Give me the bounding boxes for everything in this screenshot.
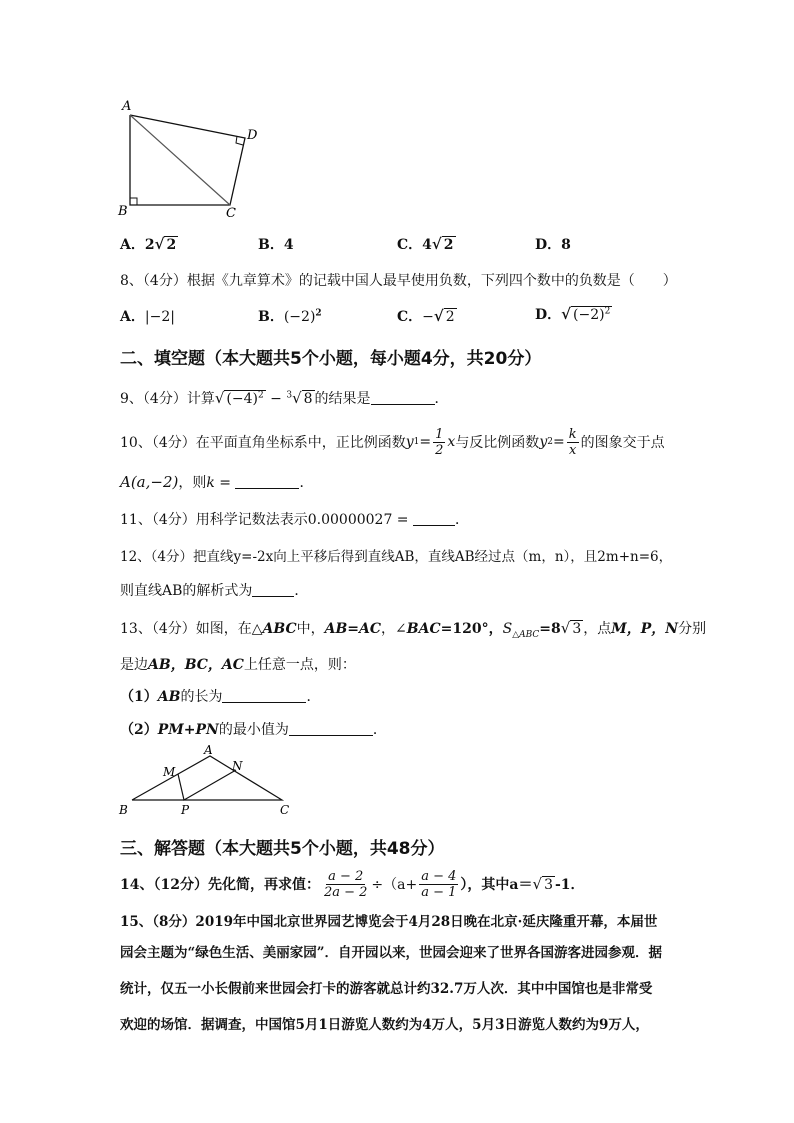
q12-line2-text: 则直线AB的解析式为	[120, 583, 253, 599]
section2-title: 二、填空题（本大题共5个小题，每小题4分，共20分）	[120, 349, 542, 369]
q13-text-f: 分别	[678, 621, 707, 637]
q14	[120, 864, 585, 904]
q10-fraction2-den: x	[568, 442, 577, 458]
q14-fraction1	[322, 869, 369, 900]
q9-end: ．	[434, 391, 449, 407]
q8-option-d-radicand	[571, 306, 612, 323]
label-C: C	[226, 206, 236, 221]
q10-fraction2-num: k	[568, 426, 577, 442]
q13-condition: AB=AC	[324, 621, 382, 637]
q10-k: k	[206, 475, 215, 491]
q10-answer-blank[interactable]	[235, 474, 299, 489]
q13-sub2-answer-blank[interactable]	[289, 721, 373, 736]
q8-option-d-exponent: 2	[604, 306, 611, 317]
q8-option-d-expr: (−2)	[573, 307, 605, 323]
q11-eq: =	[392, 512, 413, 528]
q9-answer-blank[interactable]	[371, 390, 435, 405]
q15-line2: 园会主题为“绿色生活、美丽家园”．自开园以来，世园会迎来了世界各国游客进园参观．据	[120, 945, 663, 961]
q10-eq: =	[419, 434, 432, 450]
q8-stem: 8、（4分）根据《九章算术》的记载中国人最早使用负数，下列四个数中的负数是（ ）	[120, 273, 677, 289]
figure-quadrilateral	[110, 95, 280, 225]
q13-line2	[120, 654, 356, 674]
q15-line1: 15、（8分）2019年中国北京世界园艺博览会于4月28日晚在北京·延庆隆重开幕，本届世	[120, 914, 658, 930]
q13-line1	[120, 618, 706, 640]
q14-end: -1．	[554, 877, 585, 893]
q14-div: ÷（a+	[371, 877, 418, 893]
q13-sub2-expr: PM+PN	[157, 722, 219, 738]
q13-text-a: 13、（4分）如图，在△	[120, 621, 263, 637]
q10-y2: y	[539, 434, 548, 450]
q13-angle-value: =120°，	[440, 621, 503, 637]
q14-fraction2-den: a − 1	[421, 884, 457, 900]
q8-option-b-label: B．	[258, 309, 284, 325]
q15-line3: 统计，仅五一小长假前来世园会打卡的游客就总计约32.7万人次．其中中国馆也是非常受	[120, 981, 653, 997]
q8-option-d[interactable]	[535, 304, 612, 324]
q12-line1: 12、（4分）把直线y=-2x向上平移后得到直线AB，直线AB经过点（m，n），且2m+n=6，	[120, 549, 673, 565]
q13-sub2	[120, 719, 387, 739]
q7-option-a[interactable]	[120, 234, 178, 254]
q7-option-c-radicand: 2	[443, 237, 454, 253]
q12-answer-blank[interactable]	[252, 582, 294, 597]
sqrt-sign: √	[532, 875, 543, 893]
q14-prefix: 14、（12分）先化简，再求值：	[120, 877, 320, 893]
q8-option-b[interactable]	[258, 306, 322, 326]
q12-end: ．	[294, 583, 309, 599]
label-A: A	[122, 99, 132, 114]
q8-option-a-expr: |−2|	[144, 309, 175, 325]
q7-option-b[interactable]: B．4	[258, 237, 294, 253]
q13-sub1-text: 的长为	[180, 689, 223, 705]
q10-y1: y	[405, 434, 414, 450]
q14-fraction2	[419, 869, 458, 900]
q8-option-d-label: D．	[535, 307, 562, 323]
q13-points: M，P，N	[611, 621, 679, 637]
q13-area-radicand: 3	[572, 621, 582, 637]
q12-line2	[120, 580, 308, 600]
q8-option-c-radicand: 2	[445, 309, 455, 325]
q13-sub1-end: ．	[306, 689, 321, 705]
q8-option-c-expr: −	[422, 309, 434, 325]
q9-prefix: 9、（4分）计算	[120, 391, 215, 407]
q7-option-d[interactable]: D．8	[535, 237, 571, 253]
q9-cube-index: 3	[286, 390, 293, 401]
figure-triangle	[112, 742, 302, 822]
q13-text-b: 中，	[296, 621, 325, 637]
label-N: N	[232, 759, 243, 773]
q9-radicand2: 8	[303, 391, 313, 407]
q13-sub1-num: （1）	[120, 689, 158, 705]
q10-fraction2	[567, 427, 579, 458]
q13-sides: AB，BC，AC	[148, 657, 244, 673]
sqrt-sign: √	[431, 235, 442, 253]
q10-line1	[120, 422, 665, 462]
q10-fraction1-num: 1	[435, 426, 444, 442]
q7-option-a-radicand: 2	[166, 237, 177, 253]
q15-line4: 欢迎的场馆．据调查，中国馆5月1日游览人数约为4万人，5月3日游览人数约为9万人，	[120, 1017, 649, 1033]
q13-sub2-num: （2）	[120, 722, 158, 738]
q13-area-eq: =8	[539, 621, 561, 637]
q10-y2-sub: 2	[547, 437, 553, 447]
q10-fraction1-den: 2	[435, 442, 444, 458]
q13-sub1-answer-blank[interactable]	[222, 688, 306, 703]
q14-mid: ），其中a＝	[460, 877, 533, 893]
sqrt-sign: √	[214, 389, 225, 407]
q8-option-c[interactable]	[397, 306, 457, 326]
q9-suffix: 的结果是	[314, 391, 371, 407]
q8-option-b-exponent: 2	[315, 308, 322, 319]
q8-option-b-expr: (−2)	[283, 309, 316, 325]
q14-radicand: 3	[544, 876, 553, 893]
q13-angle-name: BAC	[406, 621, 441, 637]
q13-text-c: ，∠	[381, 621, 407, 637]
label-B: B	[118, 204, 128, 219]
sqrt-sign: √	[560, 619, 571, 637]
q9-radicand1	[224, 390, 265, 407]
q11	[120, 509, 469, 529]
q14-fraction1-num: a − 2	[328, 868, 364, 884]
q10-line2	[120, 472, 313, 492]
q13-text-e: ，点	[583, 621, 612, 637]
q13-sub1-ab: AB	[157, 689, 181, 705]
q10-eq2: =	[552, 434, 565, 450]
q11-number: 0.00000027	[307, 512, 393, 528]
sqrt-sign: √	[561, 305, 571, 323]
q14-fraction2-num: a − 4	[421, 868, 457, 884]
q9-radicand1-base: (−4)	[226, 391, 258, 407]
q10-y1-sub: 1	[413, 437, 420, 447]
q9-minus: −	[265, 391, 287, 407]
q14-fraction1-den: 2a − 2	[323, 884, 368, 900]
q13-area-symbol: S	[502, 621, 513, 637]
sqrt-sign: √	[154, 235, 165, 253]
label-P: P	[181, 803, 190, 817]
q13-area-sub: △ABC	[512, 629, 540, 640]
q11-prefix: 11、（4分）用科学记数法表示	[120, 512, 308, 528]
q13-sub1	[120, 686, 320, 706]
q13-line2-b: 上任意一点，则：	[243, 657, 356, 673]
q8-option-a-label: A．	[120, 309, 145, 325]
q10-point: A(a,−2)	[120, 473, 179, 491]
q13-line2-a: 是边	[120, 657, 148, 673]
q10-x: x	[447, 434, 456, 450]
q7-option-a-label: A．2	[120, 237, 155, 253]
q11-answer-blank[interactable]	[413, 511, 455, 526]
sqrt-sign: √	[433, 307, 444, 325]
label-D: D	[247, 128, 258, 143]
q13-sub2-text: 的最小值为	[218, 722, 289, 738]
q10-mid: 与反比例函数	[455, 435, 540, 451]
q10-fraction1	[433, 427, 445, 458]
q8-option-c-label: C．	[397, 309, 423, 325]
q9-radicand1-exponent: 2	[257, 390, 264, 401]
sqrt-sign: √	[292, 389, 302, 407]
label-B: B	[119, 803, 128, 817]
q7-option-c-label: C．4	[397, 237, 432, 253]
q13-triangle-name: ABC	[262, 621, 297, 637]
q10-prefix: 10、（4分）在平面直角坐标系中，正比例函数	[120, 435, 406, 451]
label-C: C	[280, 803, 290, 817]
label-A: A	[204, 743, 213, 757]
label-M: M	[163, 765, 176, 779]
q10-k-eq: =	[214, 475, 236, 491]
section3-title: 三、解答题（本大题共5个小题，共48分）	[120, 839, 445, 859]
q11-end: ．	[455, 512, 469, 528]
q10-line2-text: ，则	[178, 475, 207, 491]
q13-sub2-end: ．	[372, 722, 387, 738]
q10-line2-end: ．	[299, 475, 314, 491]
q8-option-a[interactable]	[120, 306, 175, 326]
q7-option-c[interactable]	[397, 234, 456, 254]
q9	[120, 388, 449, 408]
q10-end: 的图象交于点	[580, 435, 665, 451]
